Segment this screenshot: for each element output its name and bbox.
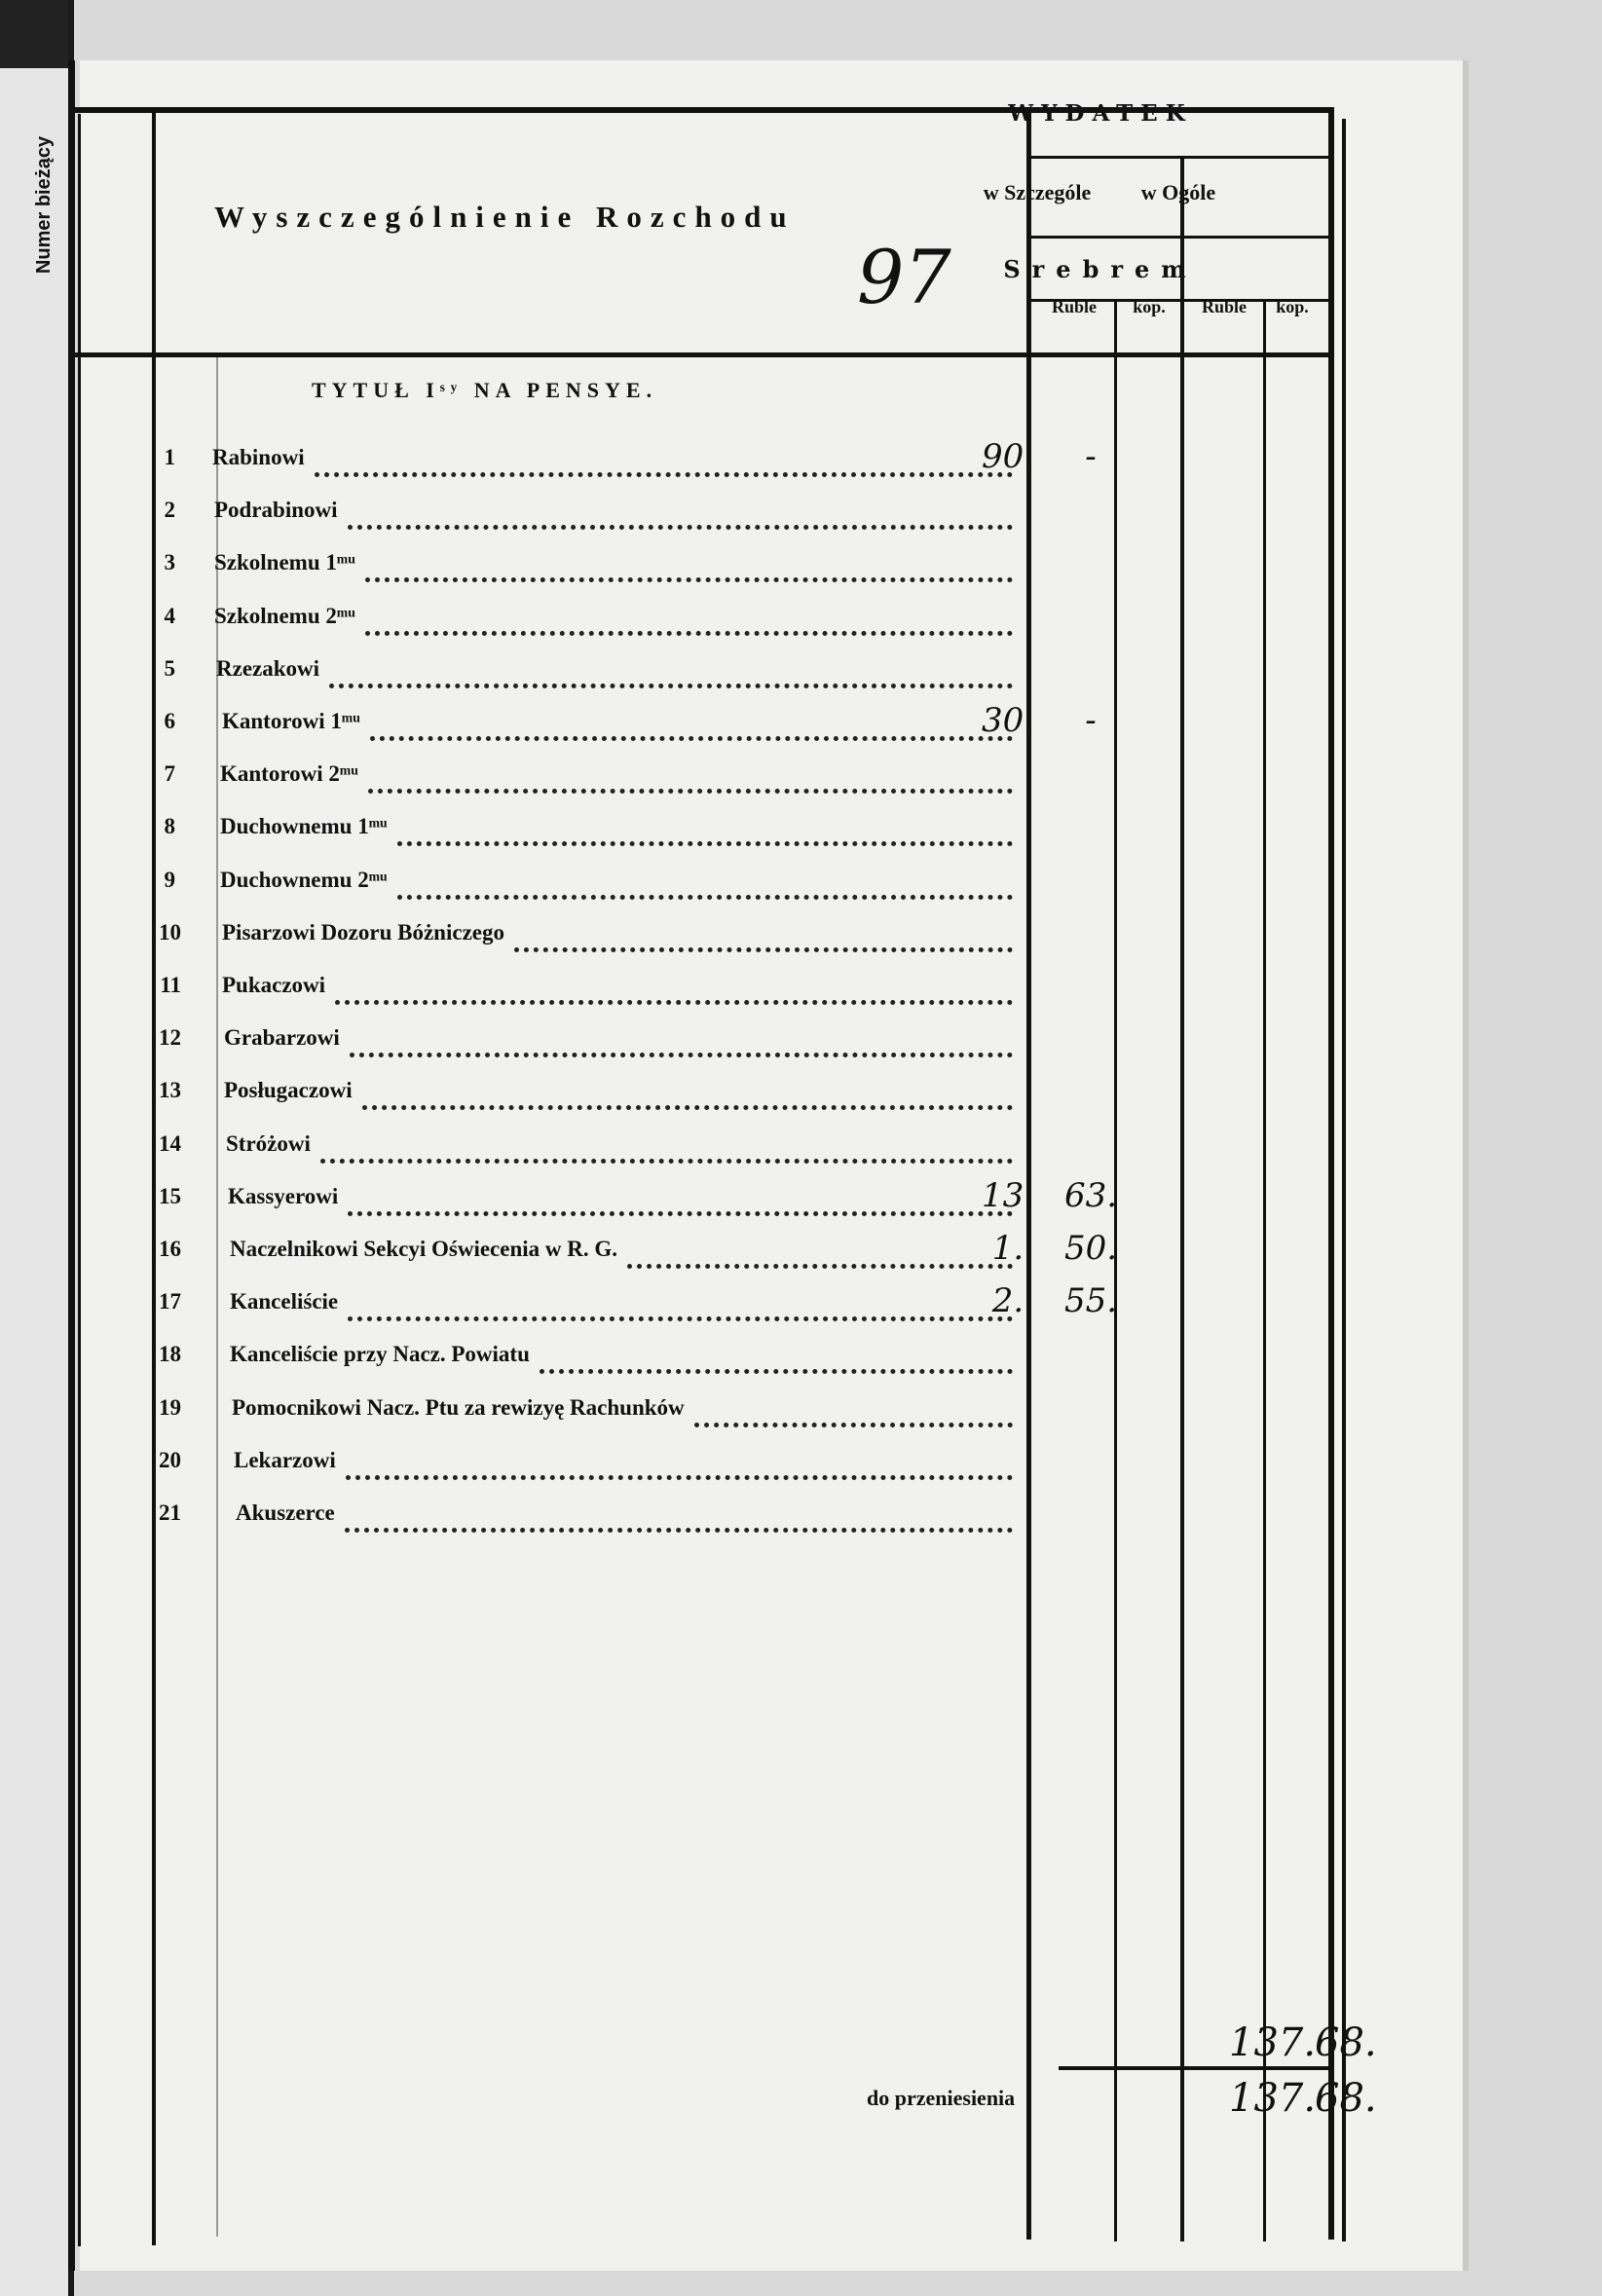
leader-dots <box>350 1023 1013 1057</box>
table-row <box>0 1229 1383 1274</box>
table-row <box>0 654 1383 693</box>
row-number: 13 <box>159 1078 181 1103</box>
row-label: Pomocnikowi Nacz. Ptu za rewizyę Rachunków <box>232 1394 685 1420</box>
row-number: 10 <box>159 919 181 944</box>
row-label: Duchownemu 2ᵐᵘ <box>220 867 388 892</box>
table-row <box>0 1175 1383 1221</box>
table-row <box>0 866 1383 905</box>
table-row <box>0 812 1383 851</box>
row-number: 21 <box>159 1500 181 1525</box>
row-rubles: 1. <box>991 1229 1025 1268</box>
row-number: 16 <box>159 1237 181 1261</box>
number-column-header <box>16 107 74 302</box>
leader-dots <box>348 1182 1013 1216</box>
folio-number: 97 <box>857 234 951 320</box>
expense-header: WYDATEK <box>1008 100 1193 127</box>
row-label: Naczelnikowi Sekcyi Oświecenia w R. G. <box>230 1237 617 1261</box>
row-label: Pukaczowi <box>222 973 326 997</box>
table-row <box>0 971 1383 1010</box>
table-row <box>0 1076 1383 1115</box>
header-bottom-line <box>75 352 1331 357</box>
leader-dots <box>329 654 1013 688</box>
row-label: Rzezakowi <box>216 655 320 681</box>
leader-dots <box>368 759 1013 794</box>
detail-rubles-header: Ruble <box>1051 297 1097 316</box>
frame-right-line <box>1328 107 1334 2240</box>
row-label: Akuszerce <box>236 1500 335 1525</box>
leader-dots <box>335 971 1013 1005</box>
row-rubles: 30. <box>981 701 1035 740</box>
leader-dots <box>320 1129 1013 1164</box>
row-number: 15 <box>159 1183 181 1208</box>
row-number: 20 <box>159 1447 181 1472</box>
row-label: Grabarzowi <box>224 1025 340 1051</box>
scan-dark-corner <box>0 0 68 68</box>
sum-rubles: 137. <box>1229 2020 1317 2065</box>
leader-dots <box>345 1499 1013 1533</box>
leader-dots <box>694 1393 1013 1427</box>
currency-header: Srebrem <box>1003 255 1198 283</box>
row-number: 8 <box>164 814 175 839</box>
leader-dots <box>362 1076 1013 1110</box>
table-row <box>0 1393 1383 1432</box>
carry-kopecks: 68. <box>1315 2076 1377 2121</box>
row-label: Kantorowi 2ᵐᵘ <box>220 761 358 787</box>
wydatek-under-line <box>1026 156 1330 159</box>
page-title: Wyszczególnienie Rozchodu <box>214 200 796 234</box>
frame-left-inner-line <box>78 114 81 2246</box>
leader-dots <box>348 496 1013 530</box>
row-label: Stróżowi <box>226 1130 311 1156</box>
row-rubles: 90. <box>981 437 1035 476</box>
table-row <box>0 496 1383 535</box>
row-rubles: 13. <box>981 1175 1035 1215</box>
table-row <box>0 918 1383 957</box>
table-row <box>0 548 1383 587</box>
row-number: 18 <box>159 1342 181 1367</box>
number-column-line <box>152 113 156 2245</box>
row-number: 5 <box>164 655 175 681</box>
table-row <box>0 437 1383 482</box>
table-row <box>0 1281 1383 1326</box>
row-label: Kanceliście przy Nacz. Powiatu <box>230 1342 530 1367</box>
sum-kopecks: 68. <box>1315 2020 1377 2065</box>
carry-forward-label: do przeniesienia <box>867 2086 1016 2110</box>
table-row <box>0 1023 1383 1062</box>
leader-dots <box>346 1446 1013 1480</box>
row-label: Pisarzowi Dozoru Bóżniczego <box>222 919 504 944</box>
table-row <box>0 1446 1383 1485</box>
frame-right-outer-line <box>1342 119 1346 2241</box>
total-header: w Ogóle <box>1140 180 1216 204</box>
row-label: Duchownemu 1ᵐᵘ <box>220 814 388 839</box>
leader-dots <box>365 548 1013 582</box>
table-row <box>0 1129 1383 1168</box>
row-number: 11 <box>160 973 181 997</box>
row-label: Posługaczowi <box>224 1078 353 1103</box>
row-label: Szkolnemu 2ᵐᵘ <box>214 603 355 628</box>
row-number: 3 <box>164 550 175 575</box>
row-number: 1 <box>164 445 175 469</box>
row-kopecks: 55. <box>1063 1281 1118 1321</box>
row-kopecks: - <box>1085 701 1097 740</box>
row-kopecks: 63. <box>1063 1175 1118 1215</box>
row-label: Podrabinowi <box>214 498 338 523</box>
srebrem-top-line <box>1026 236 1330 239</box>
total-rubles-header: Ruble <box>1201 297 1247 316</box>
row-number: 4 <box>164 603 175 628</box>
row-label: Rabinowi <box>212 445 305 469</box>
number-column-header-text: Numer bieżący <box>33 135 56 274</box>
leader-dots <box>540 1340 1013 1374</box>
table-row <box>0 759 1383 798</box>
leader-dots <box>397 866 1013 900</box>
row-rubles: 2. <box>991 1281 1025 1321</box>
row-number: 19 <box>159 1394 181 1420</box>
detail-kopecks-header: kop. <box>1133 297 1166 316</box>
section-title: TYTUŁ Iˢʸ NA PENSYE. <box>312 378 658 402</box>
row-number: 14 <box>159 1130 181 1156</box>
leader-dots <box>514 918 1013 952</box>
row-number: 2 <box>164 498 175 523</box>
leader-dots <box>627 1235 1013 1269</box>
row-label: Szkolnemu 1ᵐᵘ <box>214 550 355 575</box>
leader-dots <box>365 602 1013 636</box>
table-row <box>0 1499 1383 1537</box>
row-number: 12 <box>159 1025 181 1051</box>
row-label: Kassyerowi <box>228 1183 339 1208</box>
row-label: Kanceliście <box>230 1289 339 1315</box>
row-number: 9 <box>164 867 175 892</box>
leader-dots <box>348 1287 1013 1321</box>
carry-rubles: 137. <box>1229 2076 1317 2121</box>
row-kopecks: 50. <box>1063 1229 1118 1268</box>
table-row <box>0 701 1383 746</box>
description-column-line <box>1026 107 1031 2240</box>
row-number: 6 <box>164 709 175 733</box>
table-row <box>0 602 1383 641</box>
leader-dots <box>315 443 1013 477</box>
leader-dots <box>397 812 1013 846</box>
row-label: Kantorowi 1ᵐᵘ <box>222 709 360 733</box>
row-label: Lekarzowi <box>234 1447 336 1472</box>
detail-header: w Szczególe <box>983 180 1092 204</box>
sum-line <box>1059 2066 1331 2070</box>
row-number: 7 <box>164 761 175 787</box>
row-number: 17 <box>159 1289 181 1315</box>
row-kopecks: - <box>1085 437 1097 476</box>
leader-dots <box>370 707 1013 741</box>
total-kopecks-header: kop. <box>1276 297 1309 316</box>
table-row <box>0 1340 1383 1379</box>
